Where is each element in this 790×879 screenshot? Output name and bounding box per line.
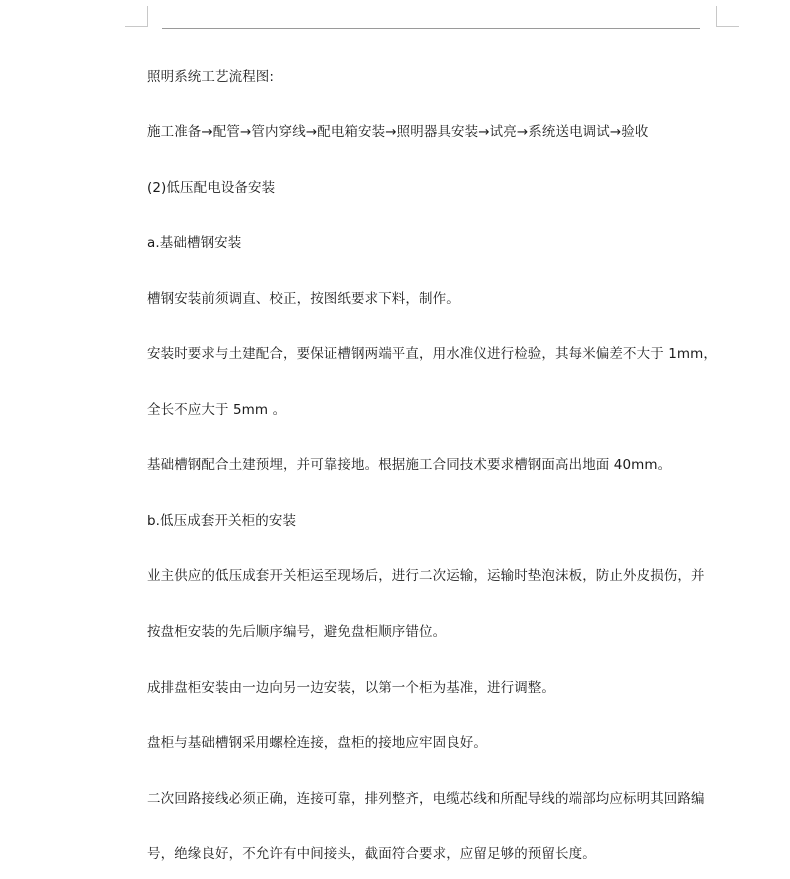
paragraph-body: 盘柜与基础槽钢采用螺栓连接，盘柜的接地应牢固良好。: [147, 735, 487, 751]
crop-mark-top-left: [125, 6, 148, 27]
header-rule: [162, 28, 700, 29]
paragraph-body: 号，绝缘良好，不允许有中间接头，截面符合要求，应留足够的预留长度。: [147, 846, 596, 862]
paragraph-body: 业主供应的低压成套开关柜运至现场后，进行二次运输，运输时垫泡沫板，防止外皮损伤，并: [147, 568, 705, 584]
paragraph-body: 槽钢安装前须调直、校正，按图纸要求下料，制作。: [147, 291, 460, 307]
paragraph-body: 成排盘柜安装由一边向另一边安装，以第一个柜为基准，进行调整。: [147, 680, 555, 696]
paragraph-section-2: (2)低压配电设备安装: [147, 180, 276, 196]
paragraph-body: 基础槽钢配合土建预埋，并可靠接地。根据施工合同技术要求槽钢面高出地面 40mm。: [147, 457, 672, 473]
paragraph-subsection-a: a.基础槽钢安装: [147, 235, 242, 251]
paragraph-body: 安装时要求与土建配合，要保证槽钢两端平直，用水准仪进行检验，其每米偏差不大于 1mm，: [147, 346, 717, 362]
paragraph-body: 全长不应大于 5mm 。: [147, 402, 287, 418]
paragraph-subsection-b: b.低压成套开关柜的安装: [147, 513, 297, 529]
paragraph-body: 按盘柜安装的先后顺序编号，避免盘柜顺序错位。: [147, 624, 447, 640]
crop-mark-top-right: [716, 6, 739, 27]
paragraph-body: 二次回路接线必须正确，连接可靠，排列整齐，电缆芯线和所配导线的端部均应标明其回路编: [147, 791, 705, 807]
paragraph-lighting-steps: 施工准备→配管→管内穿线→配电箱安装→照明器具安装→试亮→系统送电调试→验收: [147, 124, 649, 140]
paragraph-heading-lighting-flow: 照明系统工艺流程图:: [147, 69, 275, 85]
